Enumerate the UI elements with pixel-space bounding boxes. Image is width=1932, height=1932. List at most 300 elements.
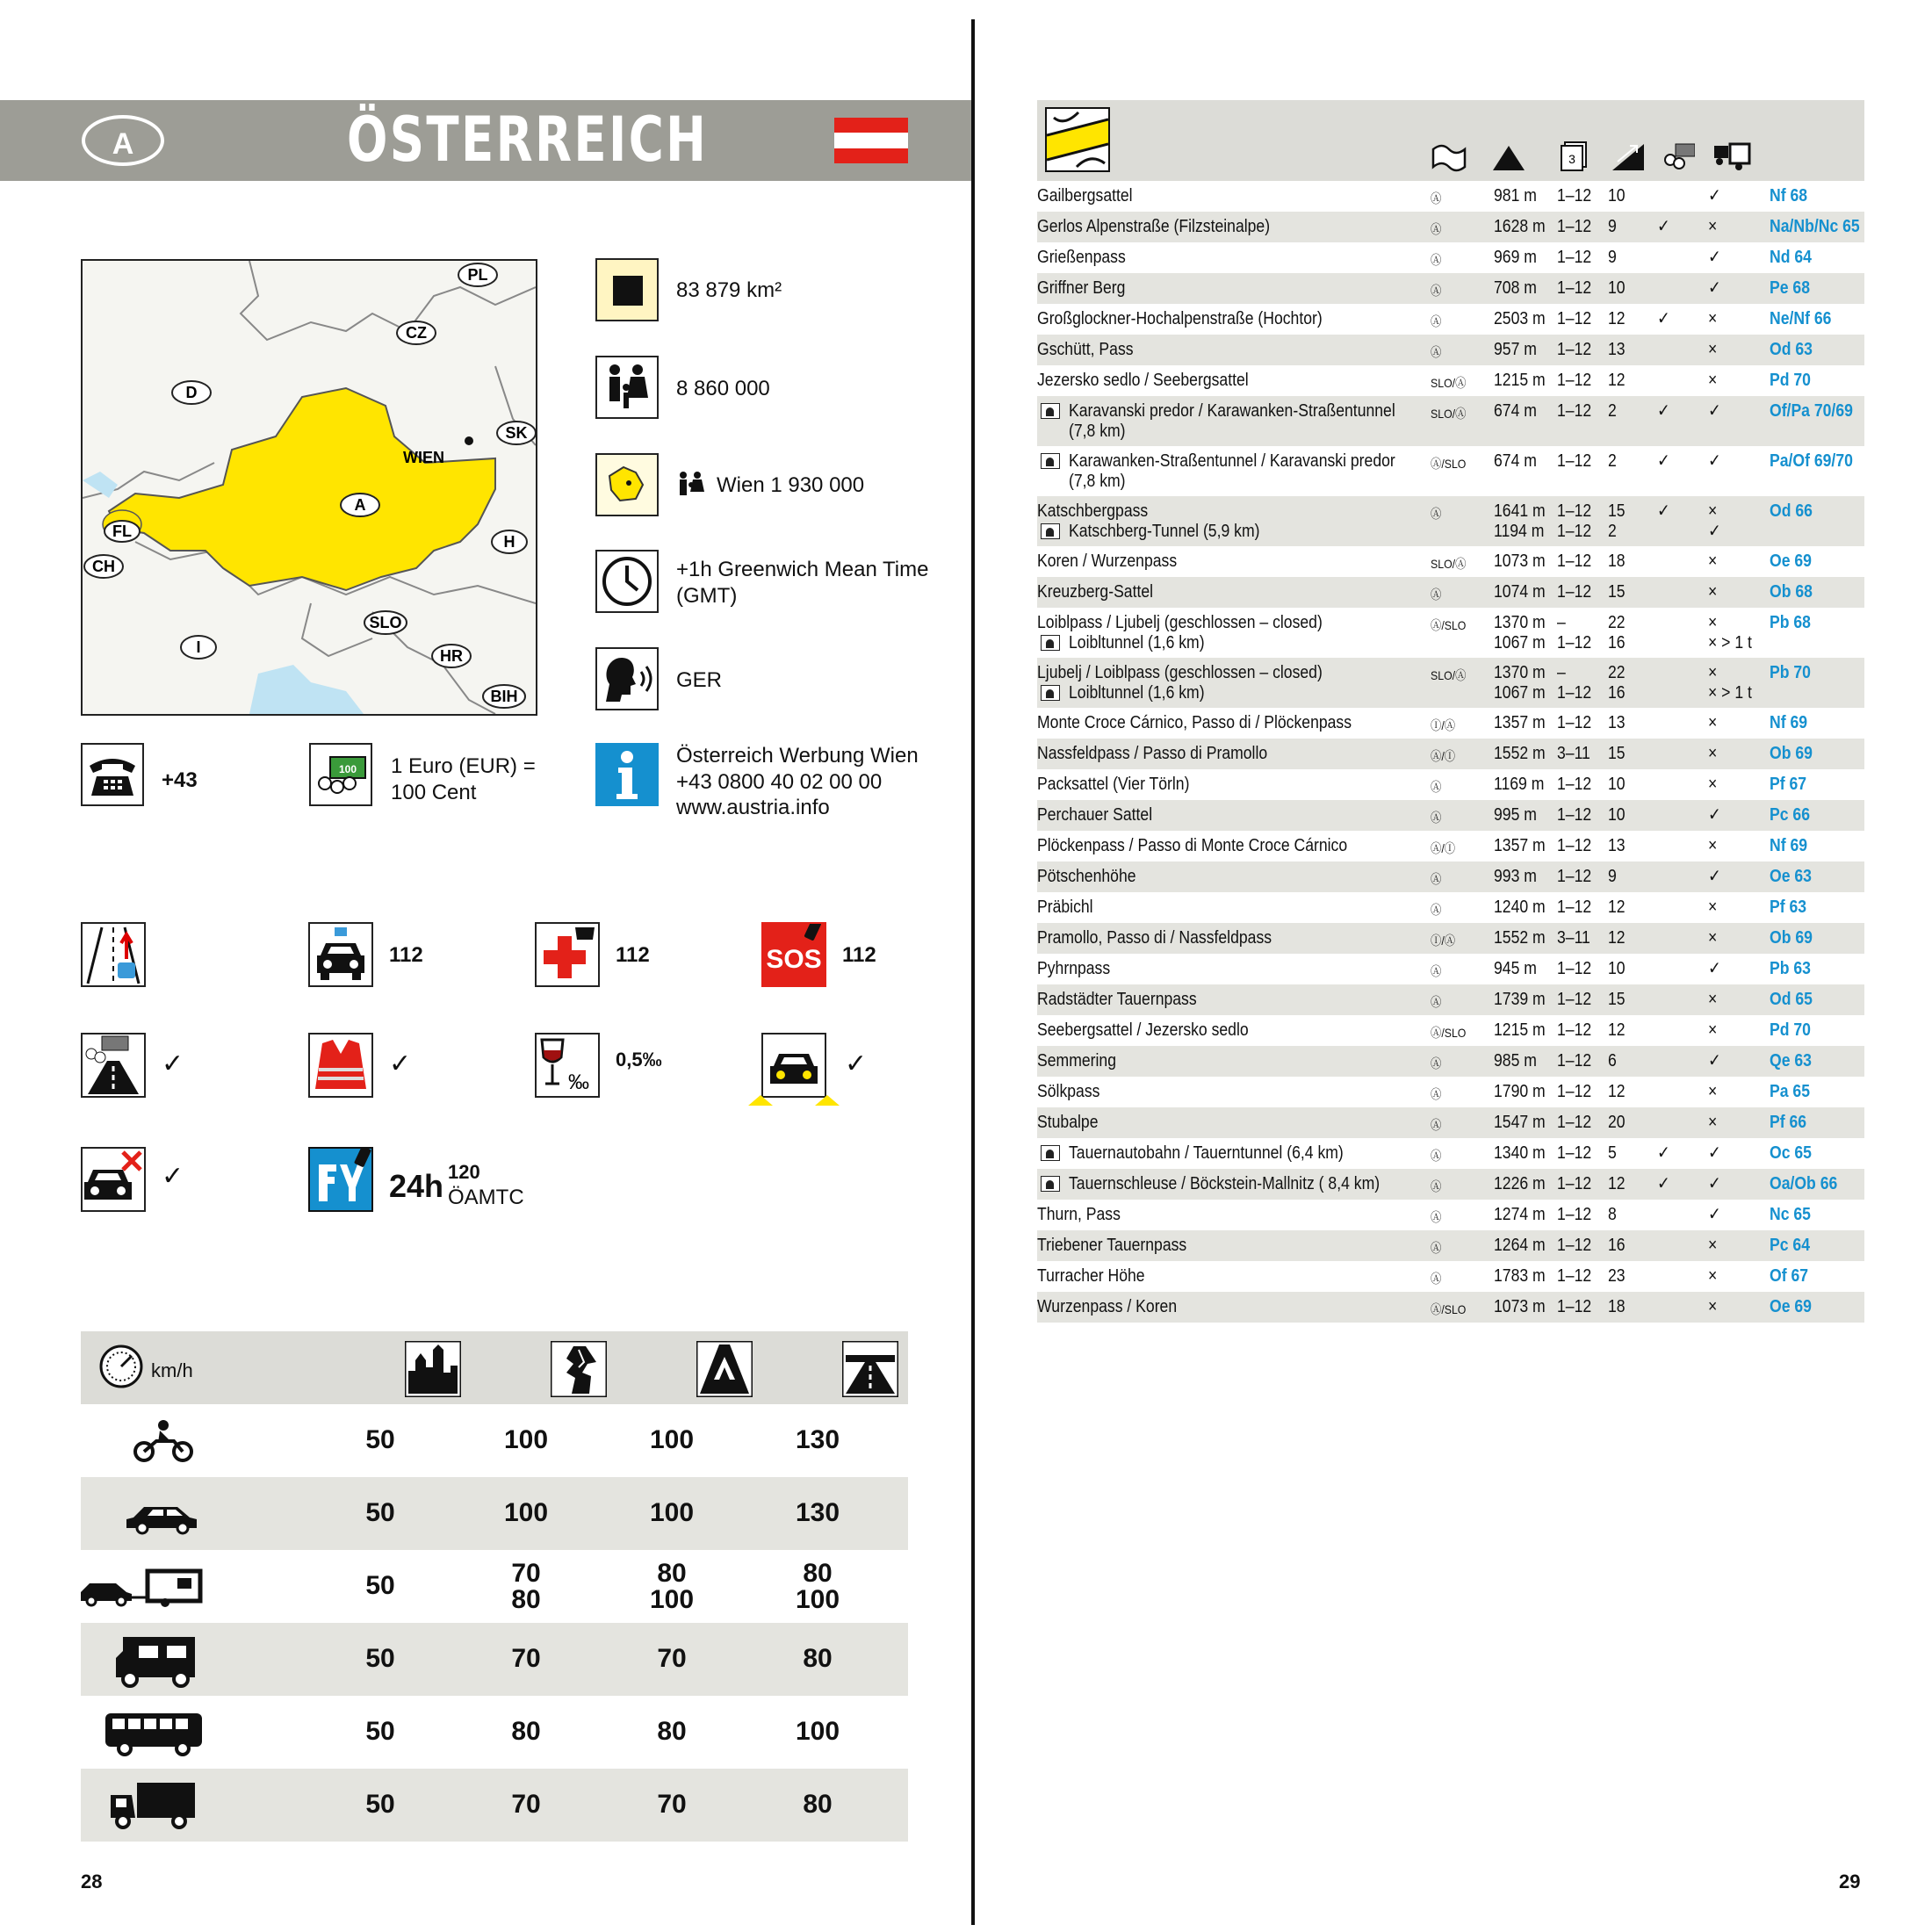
pass-trailer: × xyxy=(1708,1113,1718,1132)
pass-country: Ⓐ xyxy=(1431,1118,1442,1132)
pass-alt: 1357 m xyxy=(1494,836,1546,855)
capital-population-value: Wien 1 930 000 xyxy=(717,473,865,497)
pass-alt: 1340 m xyxy=(1494,1143,1546,1163)
gradient-icon xyxy=(1612,141,1644,172)
map-reference-link[interactable]: Nf 69 xyxy=(1770,713,1808,732)
austria-flag-icon xyxy=(834,118,908,163)
population-value: 8 860 000 xyxy=(676,377,770,400)
speed-value: 130 xyxy=(795,1425,840,1454)
pass-row xyxy=(1037,273,1864,304)
pass-months: 1–12 xyxy=(1557,309,1592,328)
pass-grade: 12 xyxy=(1608,898,1626,917)
map-reference-link[interactable]: Pc 64 xyxy=(1770,1236,1810,1255)
pass-grade: 15 xyxy=(1608,501,1626,521)
pass-name: Thurn, Pass xyxy=(1037,1205,1121,1224)
map-code-cz xyxy=(397,321,436,344)
pass-country: Ⓐ xyxy=(1431,345,1442,359)
map-reference-link[interactable]: Oe 69 xyxy=(1770,551,1812,571)
pass-name: Karavanski predor / Karawanken-Straßentunnel xyxy=(1069,401,1395,421)
map-reference-link[interactable]: Ob 68 xyxy=(1770,582,1813,602)
sos-number: 112 xyxy=(842,943,876,967)
map-reference-link[interactable]: Pb 63 xyxy=(1770,959,1811,978)
pass-months: 1–12 xyxy=(1557,959,1592,978)
svg-text:100: 100 xyxy=(338,763,357,775)
map-reference-link[interactable]: Od 66 xyxy=(1770,501,1813,521)
pass-months: 1–12 xyxy=(1557,371,1592,390)
pass-name: Katschberg-Tunnel (5,9 km) xyxy=(1069,522,1260,541)
pass-row xyxy=(1037,577,1864,608)
pass-country: Ⓐ xyxy=(1431,253,1442,267)
svg-text:H: H xyxy=(503,533,515,551)
map-reference-link[interactable]: Pb 68 xyxy=(1770,613,1811,632)
pass-alt: 1552 m xyxy=(1494,928,1546,948)
pass-country: Ⓐ/SLO xyxy=(1431,618,1467,632)
map-code-ch xyxy=(84,555,123,578)
svg-text:PL: PL xyxy=(467,266,488,284)
pass-trailer: × xyxy=(1708,371,1718,390)
pass-months: 1–12 xyxy=(1557,1113,1592,1132)
pass-row xyxy=(1037,181,1864,212)
pass-row xyxy=(1037,1169,1864,1200)
map-reference-link[interactable]: Pd 70 xyxy=(1770,371,1811,390)
pass-months: 1–12 xyxy=(1557,340,1592,359)
time-zone-value: +1h Greenwich Mean Time (GMT) xyxy=(676,558,929,608)
pass-months: 1–12 xyxy=(1557,836,1592,855)
tunnel-icon xyxy=(1041,635,1060,651)
pass-months: 1–12 xyxy=(1557,713,1592,732)
info-office: Österreich Werbung Wien xyxy=(676,744,919,768)
clock-icon xyxy=(595,550,659,613)
pass-alt: 1073 m xyxy=(1494,551,1546,571)
pass-months: 1–12 xyxy=(1557,1297,1592,1316)
pass-country: Ⓐ/Ⓘ xyxy=(1431,749,1456,763)
pass-grade: 13 xyxy=(1608,836,1626,855)
pass-trailer: × xyxy=(1708,713,1718,732)
pass-country: Ⓘ/Ⓐ xyxy=(1431,718,1456,732)
pass-grade: 2 xyxy=(1608,451,1617,471)
tunnel-icon xyxy=(1041,1176,1060,1192)
map-code-fl xyxy=(105,521,140,542)
pass-toll: ✓ xyxy=(1657,1174,1670,1193)
pass-alt: 993 m xyxy=(1494,867,1537,886)
pass-grade: 5 xyxy=(1608,1143,1617,1163)
map-reference-link[interactable]: Pf 66 xyxy=(1770,1113,1807,1132)
speed-row xyxy=(81,1696,908,1769)
map-reference-link[interactable]: Od 63 xyxy=(1770,340,1813,359)
pass-row xyxy=(1037,800,1864,831)
map-reference-link[interactable]: Pe 68 xyxy=(1770,278,1810,298)
speed-value: 50 xyxy=(365,1498,395,1527)
svg-text:SK: SK xyxy=(505,424,528,442)
pass-row xyxy=(1037,923,1864,954)
pass-country: SLO/Ⓐ xyxy=(1431,376,1467,390)
pass-months: 1–12 xyxy=(1557,1236,1592,1255)
pass-months: 1–12 xyxy=(1557,501,1592,521)
speed-value: 100 xyxy=(649,1425,695,1454)
pass-country: Ⓐ xyxy=(1431,995,1442,1009)
pass-months: 3–11 xyxy=(1557,928,1590,948)
pass-row xyxy=(1037,304,1864,335)
pass-grade: 10 xyxy=(1608,775,1626,794)
pass-months: 1–12 xyxy=(1557,1266,1592,1286)
pass-trailer: × xyxy=(1708,217,1718,236)
info-website[interactable]: www.austria.info xyxy=(676,796,830,819)
pass-grade: 22 xyxy=(1608,663,1626,682)
speed-unit: km/h xyxy=(151,1359,193,1381)
safety-vest-icon xyxy=(308,1033,373,1098)
area-icon xyxy=(595,258,659,321)
pass-country: Ⓐ xyxy=(1431,964,1442,978)
map-reference-link[interactable]: Nf 68 xyxy=(1770,186,1808,205)
speed-row xyxy=(81,1769,908,1842)
map-reference-link[interactable]: Nf 69 xyxy=(1770,836,1808,855)
speed-value: 70 80 xyxy=(511,1559,541,1614)
page-number-left: 28 xyxy=(81,1871,103,1892)
motorway-icon xyxy=(842,1341,898,1397)
pass-country: Ⓐ xyxy=(1431,1149,1442,1163)
pass-months: 1–12 xyxy=(1557,990,1592,1009)
pass-alt: 969 m xyxy=(1494,248,1537,267)
pass-name: Plöckenpass / Passo di Monte Croce Cárnico xyxy=(1037,836,1348,855)
pass-alt: 1641 m xyxy=(1494,501,1546,521)
pass-name: Gerlos Alpenstraße (Filzsteinalpe) xyxy=(1037,217,1271,236)
pass-grade: 13 xyxy=(1608,340,1626,359)
pass-country: Ⓐ xyxy=(1431,191,1442,205)
police-number: 112 xyxy=(389,943,423,967)
pass-row xyxy=(1037,1200,1864,1230)
pass-alt: 995 m xyxy=(1494,805,1537,825)
pass-country: Ⓐ xyxy=(1431,903,1442,917)
speed-value: 80 xyxy=(511,1717,541,1746)
svg-text:I: I xyxy=(196,638,201,656)
pass-alt: 1264 m xyxy=(1494,1236,1546,1255)
toll-icon xyxy=(1663,141,1695,172)
telephone-icon xyxy=(81,743,144,806)
pass-months: 1–12 xyxy=(1557,248,1592,267)
pass-trailer: ✓ xyxy=(1708,248,1721,267)
pass-months: 1–12 xyxy=(1557,683,1592,703)
svg-text:CZ: CZ xyxy=(406,324,427,342)
map-reference-link[interactable]: Oc 65 xyxy=(1770,1143,1812,1163)
speed-value: 70 xyxy=(657,1790,687,1819)
pass-name: Loibltunnel (1,6 km) xyxy=(1069,683,1205,703)
map-reference-link[interactable]: Na/Nb/Nc 65 xyxy=(1770,217,1860,236)
speed-value: 50 xyxy=(365,1790,395,1819)
pass-row xyxy=(1037,212,1864,242)
map-reference-link[interactable]: Nc 65 xyxy=(1770,1205,1811,1224)
pass-name: Turracher Höhe xyxy=(1037,1266,1145,1286)
pass-alt: 1169 m xyxy=(1494,775,1545,794)
pass-name: Katschbergpass xyxy=(1037,501,1149,521)
pass-country: Ⓘ/Ⓐ xyxy=(1431,934,1456,948)
pass-alt: 1194 m xyxy=(1494,522,1545,541)
pass-country: Ⓐ xyxy=(1431,780,1442,794)
pass-country: Ⓐ xyxy=(1431,1056,1442,1071)
country-map xyxy=(81,259,537,716)
motorhome-icon xyxy=(98,1628,213,1690)
pass-trailer: × xyxy=(1708,663,1718,682)
pass-country: Ⓐ xyxy=(1431,1210,1442,1224)
pass-trailer: × > 1 t xyxy=(1708,633,1752,652)
speed-value: 100 xyxy=(503,1498,549,1527)
pass-grade: 9 xyxy=(1608,217,1617,236)
pass-country: Ⓐ xyxy=(1431,588,1442,602)
pass-alt: 985 m xyxy=(1494,1051,1537,1071)
area-value: 83 879 km² xyxy=(676,278,782,302)
pass-trailer: × xyxy=(1708,744,1718,763)
map-reference-link[interactable]: Oe 63 xyxy=(1770,867,1812,886)
pass-row xyxy=(1037,396,1864,446)
pass-row xyxy=(1037,861,1864,892)
pass-grade: 18 xyxy=(1608,1297,1626,1316)
pass-months: 1–12 xyxy=(1557,1174,1592,1193)
pass-name: (7,8 km) xyxy=(1069,472,1126,491)
pass-grade: 12 xyxy=(1608,928,1626,948)
pass-trailer: × xyxy=(1708,1236,1718,1255)
speed-value: 80 100 xyxy=(649,1559,695,1614)
pass-trailer: × xyxy=(1708,775,1718,794)
pass-name: Nassfeldpass / Passo di Pramollo xyxy=(1037,744,1268,763)
pass-name: Pyhrnpass xyxy=(1037,959,1111,978)
pass-grade: 9 xyxy=(1608,867,1617,886)
pass-name: Wurzenpass / Koren xyxy=(1037,1297,1178,1316)
tunnel-icon xyxy=(1041,523,1060,539)
speed-value: 70 xyxy=(511,1790,541,1819)
pass-alt: 674 m xyxy=(1494,401,1537,421)
pass-country: Ⓐ xyxy=(1431,222,1442,236)
speed-value: 100 xyxy=(795,1717,840,1746)
pass-row xyxy=(1037,546,1864,577)
breakdown-service-icon xyxy=(308,1147,373,1212)
pass-trailer: × xyxy=(1708,898,1718,917)
calendar-icon xyxy=(1560,141,1588,172)
pass-grade: 12 xyxy=(1608,371,1626,390)
pass-alt: 1274 m xyxy=(1494,1205,1546,1224)
pass-toll: ✓ xyxy=(1657,217,1670,236)
pass-grade: 10 xyxy=(1608,278,1626,298)
pass-alt: 957 m xyxy=(1494,340,1537,359)
map-code-hr xyxy=(432,645,471,667)
page-divider xyxy=(971,19,975,1925)
pass-trailer: ✓ xyxy=(1708,278,1721,298)
pass-grade: 6 xyxy=(1608,1051,1617,1071)
map-reference-link[interactable]: Of/Pa 70/69 xyxy=(1770,401,1853,421)
pass-alt: 1370 m xyxy=(1494,663,1546,682)
svg-text:SLO: SLO xyxy=(369,614,402,631)
pass-country: Ⓐ xyxy=(1431,507,1442,521)
pass-trailer: ✓ xyxy=(1708,959,1721,978)
pass-row xyxy=(1037,496,1864,546)
ambulance-icon xyxy=(535,922,600,987)
pass-toll: ✓ xyxy=(1657,401,1670,421)
pass-row xyxy=(1037,1261,1864,1292)
pass-row xyxy=(1037,1292,1864,1323)
pass-name: Stubalpe xyxy=(1037,1113,1099,1132)
pass-alt: 1073 m xyxy=(1494,1297,1546,1316)
pass-name: Monte Croce Cárnico, Passo di / Plöckenpass xyxy=(1037,713,1352,732)
pass-months: 1–12 xyxy=(1557,582,1592,602)
breakdown-club: ÖAMTC xyxy=(448,1186,524,1209)
map-reference-link[interactable]: Pf 63 xyxy=(1770,898,1807,917)
map-reference-link[interactable]: Pf 67 xyxy=(1770,775,1807,794)
phone-code-value: +43 xyxy=(162,768,198,792)
map-reference-link[interactable]: Nd 64 xyxy=(1770,248,1812,267)
pass-name: Koren / Wurzenpass xyxy=(1037,551,1178,571)
speed-value: 100 xyxy=(649,1498,695,1527)
pass-row xyxy=(1037,1230,1864,1261)
pass-months: 1–12 xyxy=(1557,1143,1592,1163)
pass-trailer: ✓ xyxy=(1708,1174,1721,1193)
pass-country: Ⓐ/SLO xyxy=(1431,1026,1467,1040)
speed-value: 100 xyxy=(503,1425,549,1454)
map-code-a xyxy=(341,494,379,516)
pass-country: Ⓐ xyxy=(1431,811,1442,825)
svg-text:‰: ‰ xyxy=(568,1071,589,1094)
pass-country: Ⓐ xyxy=(1431,872,1442,886)
pass-grade: 23 xyxy=(1608,1266,1626,1286)
svg-text:CH: CH xyxy=(92,558,115,575)
pass-trailer: ✓ xyxy=(1708,451,1721,471)
breakdown-hours: 24h xyxy=(389,1168,444,1204)
pass-country: Ⓐ/Ⓘ xyxy=(1431,841,1456,855)
pass-trailer: × xyxy=(1708,340,1718,359)
pass-months: 1–12 xyxy=(1557,1020,1592,1040)
map-code-d xyxy=(172,381,211,404)
no-phone-rule: ✓ xyxy=(162,1162,184,1191)
pass-name: Packsattel (Vier Törln) xyxy=(1037,775,1190,794)
pass-trailer: ✓ xyxy=(1708,867,1721,886)
pass-name: Seebergsattel / Jezersko sedlo xyxy=(1037,1020,1249,1040)
pass-name: Perchauer Sattel xyxy=(1037,805,1153,825)
pass-row xyxy=(1037,242,1864,273)
svg-text:BIH: BIH xyxy=(490,688,518,705)
pass-name: Pramollo, Passo di / Nassfeldpass xyxy=(1037,928,1272,948)
pass-row xyxy=(1037,984,1864,1015)
pass-months: 1–12 xyxy=(1557,1051,1592,1071)
currency-icon xyxy=(309,743,372,806)
pass-grade: 12 xyxy=(1608,1174,1626,1193)
pass-alt: 1739 m xyxy=(1494,990,1546,1009)
breakdown-number: 120 xyxy=(448,1161,480,1183)
pass-trailer: ✓ xyxy=(1708,401,1721,421)
pass-alt: 1074 m xyxy=(1494,582,1546,602)
map-reference-link[interactable]: Ob 69 xyxy=(1770,928,1813,948)
map-reference-link[interactable]: Ob 69 xyxy=(1770,744,1813,763)
pass-trailer: × xyxy=(1708,928,1718,948)
map-reference-link[interactable]: Pb 70 xyxy=(1770,663,1811,682)
language-speaker-icon xyxy=(595,647,659,710)
speed-value: 80 xyxy=(657,1717,687,1746)
pass-alt: 1067 m xyxy=(1494,633,1546,652)
bus-icon xyxy=(98,1701,213,1763)
pass-trailer: × xyxy=(1708,309,1718,328)
pass-alt: 1783 m xyxy=(1494,1266,1546,1286)
pass-alt: 1790 m xyxy=(1494,1082,1546,1101)
capital-map-icon xyxy=(595,453,659,516)
pass-name: Tauernautobahn / Tauerntunnel (6,4 km) xyxy=(1069,1143,1344,1163)
pass-grade: 12 xyxy=(1608,1020,1626,1040)
truck-icon xyxy=(98,1774,213,1835)
pass-trailer: × xyxy=(1708,501,1718,521)
pass-alt: 1067 m xyxy=(1494,683,1546,703)
pass-trailer: ✓ xyxy=(1708,1205,1721,1224)
pass-row xyxy=(1037,1107,1864,1138)
pass-row xyxy=(1037,769,1864,800)
map-reference-link[interactable]: Pc 66 xyxy=(1770,805,1810,825)
pass-country: Ⓐ xyxy=(1431,1241,1442,1255)
speed-row xyxy=(81,1623,908,1696)
pass-trailer: × > 1 t xyxy=(1708,683,1752,703)
caravan-icon xyxy=(1712,141,1751,172)
tunnel-icon xyxy=(1041,685,1060,701)
pass-trailer: ✓ xyxy=(1708,1051,1721,1071)
speed-value: 70 xyxy=(657,1644,687,1673)
pass-name: Gschütt, Pass xyxy=(1037,340,1134,359)
pass-trailer: × xyxy=(1708,1266,1718,1286)
pass-alt: 1552 m xyxy=(1494,744,1546,763)
map-reference-link[interactable]: Qe 63 xyxy=(1770,1051,1812,1071)
pass-trailer: ✓ xyxy=(1708,522,1721,541)
map-reference-link[interactable]: Pa/Of 69/70 xyxy=(1770,451,1853,471)
map-reference-link[interactable]: Pa 65 xyxy=(1770,1082,1810,1101)
pass-months: 1–12 xyxy=(1557,1205,1592,1224)
pass-alt: 2503 m xyxy=(1494,309,1546,328)
map-reference-link[interactable]: Od 65 xyxy=(1770,990,1813,1009)
pass-alt: 981 m xyxy=(1494,186,1537,205)
pass-trailer: × xyxy=(1708,836,1718,855)
speed-value: 80 xyxy=(803,1644,833,1673)
info-icon xyxy=(595,743,659,806)
city-population-icon xyxy=(676,471,708,497)
pass-country: SLO/Ⓐ xyxy=(1431,407,1467,421)
pass-name: Semmering xyxy=(1037,1051,1116,1071)
speed-value: 130 xyxy=(795,1498,840,1527)
pass-name: Pötschenhöhe xyxy=(1037,867,1136,886)
pass-grade: 16 xyxy=(1608,683,1626,703)
map-reference-link[interactable]: Ne/Nf 66 xyxy=(1770,309,1832,328)
map-reference-link[interactable]: Pd 70 xyxy=(1770,1020,1811,1040)
pass-trailer: ✓ xyxy=(1708,186,1721,205)
pass-alt: 1628 m xyxy=(1494,217,1546,236)
country-road-icon xyxy=(551,1341,607,1397)
speed-value: 50 xyxy=(365,1644,395,1673)
alcohol-limit-value: 0,5‰ xyxy=(616,1049,662,1071)
pass-row xyxy=(1037,954,1864,984)
speed-value: 70 xyxy=(511,1644,541,1673)
map-reference-link[interactable]: Oa/Ob 66 xyxy=(1770,1174,1838,1193)
map-reference-link[interactable]: Oe 69 xyxy=(1770,1297,1812,1316)
pass-grade: 9 xyxy=(1608,248,1617,267)
alcohol-limit-icon xyxy=(535,1033,600,1098)
sos-icon xyxy=(761,922,826,987)
tunnel-icon xyxy=(1041,453,1060,469)
svg-text:FL: FL xyxy=(112,523,132,540)
pass-name: Karawanken-Straßentunnel / Karavanski predor xyxy=(1069,451,1395,471)
pass-grade: 15 xyxy=(1608,744,1626,763)
info-phone: +43 0800 40 02 00 00 xyxy=(676,770,883,794)
pass-row xyxy=(1037,739,1864,769)
expressway-icon xyxy=(696,1341,753,1397)
pass-name: Sölkpass xyxy=(1037,1082,1100,1101)
speedometer-icon xyxy=(98,1344,144,1389)
pass-grade: 10 xyxy=(1608,959,1626,978)
pass-alt: 1226 m xyxy=(1494,1174,1546,1193)
svg-text:HR: HR xyxy=(440,647,463,665)
map-reference-link[interactable]: Of 67 xyxy=(1770,1266,1809,1286)
population-icon xyxy=(595,356,659,419)
pass-months: – xyxy=(1557,613,1566,632)
car-trailer-icon xyxy=(81,1555,213,1617)
